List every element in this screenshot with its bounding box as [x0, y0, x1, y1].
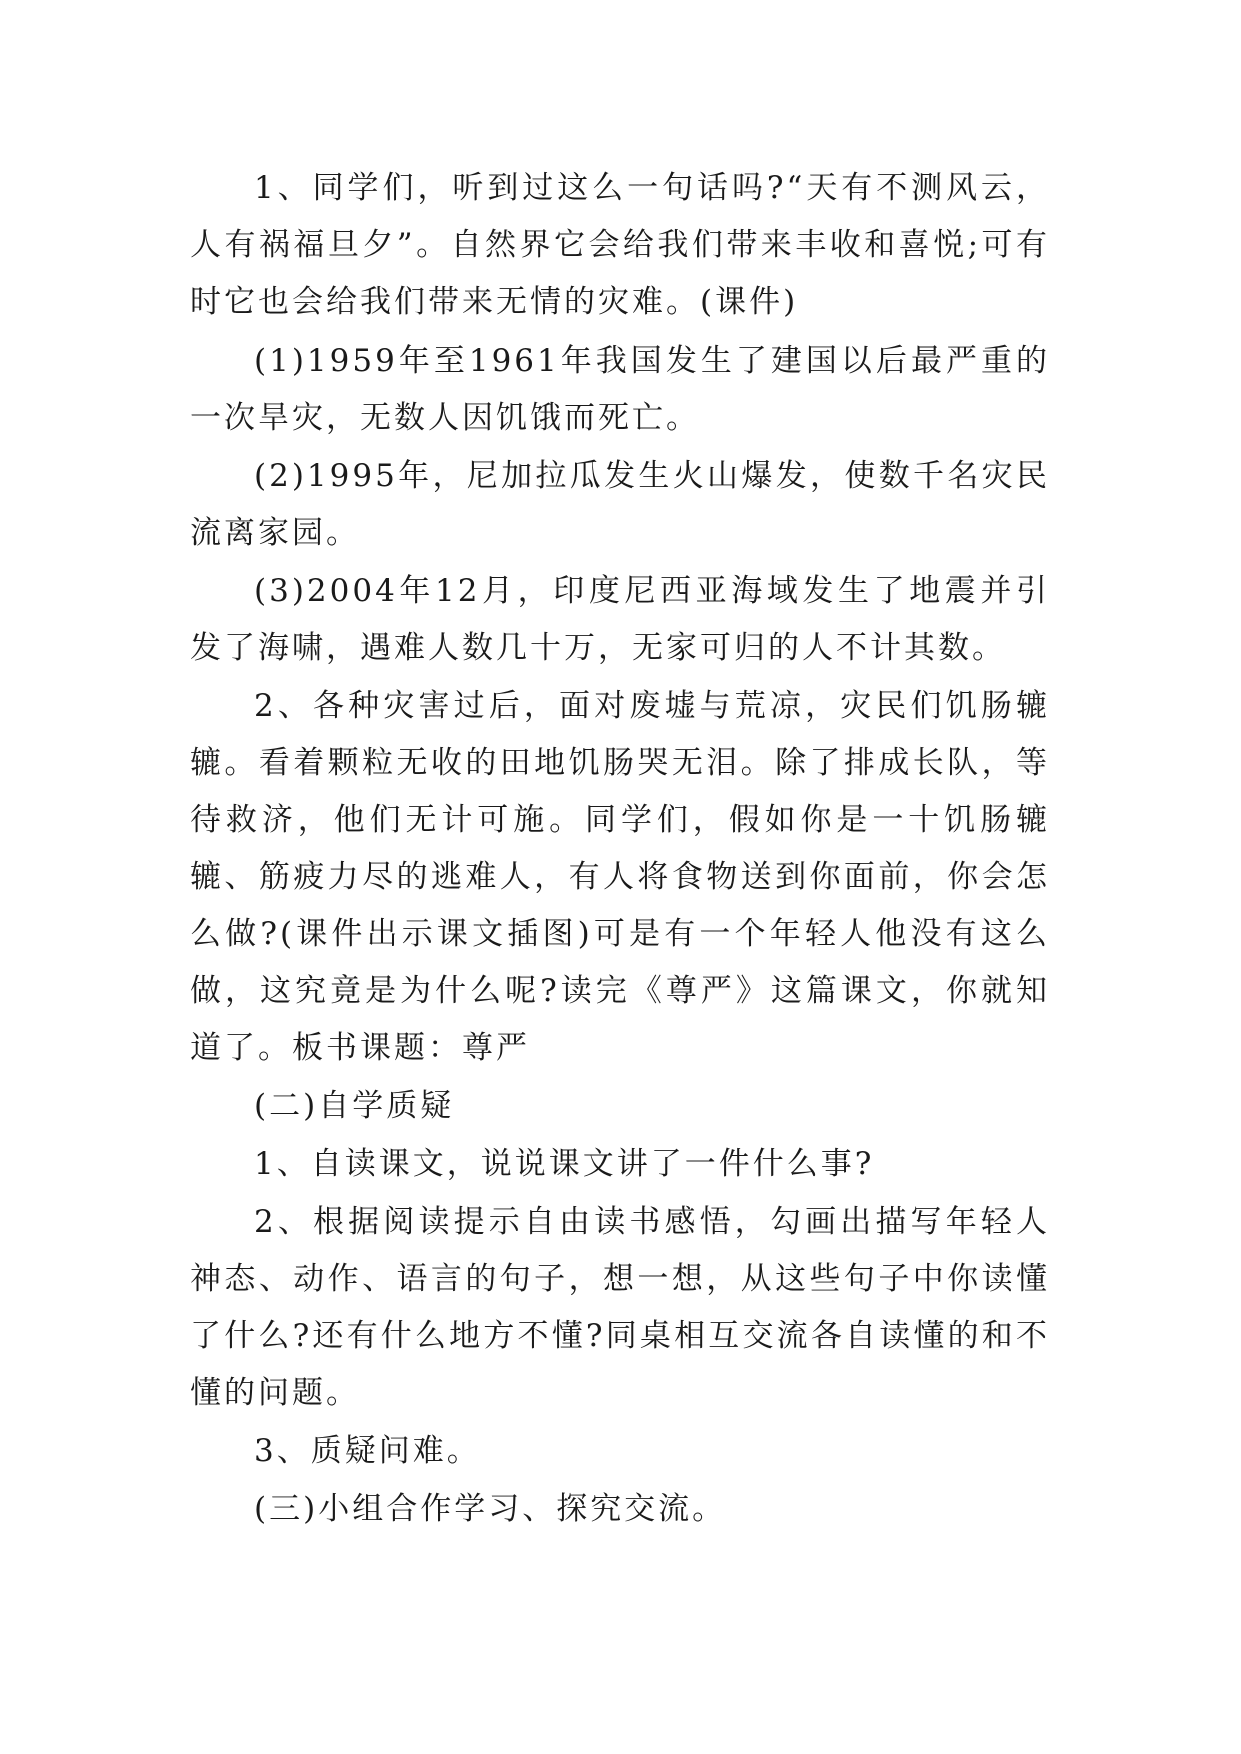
section-heading-self-study: (二)自学质疑	[254, 1088, 455, 1124]
paragraph-disaster-1959: (1)1959年至1961年我国发生了建国以后最严重的一次旱灾，无数人因饥饿而死亡。	[190, 343, 1050, 436]
paragraph-disaster-1995: (2)1995年，尼加拉瓜发生火山爆发，使数千名灾民流离家园。	[190, 458, 1050, 551]
section-heading-group-study: (三)小组合作学习、探究交流。	[254, 1491, 727, 1527]
paragraph-self-read: 1、自读课文，说说课文讲了一件什么事?	[254, 1146, 875, 1182]
paragraph-questions: 3、质疑问难。	[254, 1433, 481, 1469]
document-page	[190, 160, 1050, 1539]
paragraph-intro-question: 1、同学们，听到过这么一句话吗?“天有不测风云，人有祸福旦夕”。自然界它会给我们带来丰收和喜悦;可有时它也会给我们带来无情的灾难。(课件)	[190, 170, 1050, 320]
paragraph-lesson-intro: 2、各种灾害过后，面对废墟与荒凉，灾民们饥肠辘辘。看着颗粒无收的田地饥肠哭无泪。除了排成长队，等待救济，他们无计可施。同学们，假如你是一十饥肠辘辘、筋疲力尽的逃难人，有人将食物送到你面前，你会怎么做?(课件出示课文插图)可是有一个年轻人他没有这么做，这究竟是为什么呢?读完《尊严》这篇课文，你就知道了。板书课题：尊严	[190, 688, 1050, 1066]
paragraph-disaster-2004: (3)2004年12月，印度尼西亚海域发生了地震并引发了海啸，遇难人数几十万，无家可归的人不计其数。	[190, 573, 1050, 666]
paragraph-reading-tips: 2、根据阅读提示自由读书感悟，勾画出描写年轻人神态、动作、语言的句子，想一想，从这些句子中你读懂了什么?还有什么地方不懂?同桌相互交流各自读懂的和不懂的问题。	[190, 1204, 1050, 1411]
